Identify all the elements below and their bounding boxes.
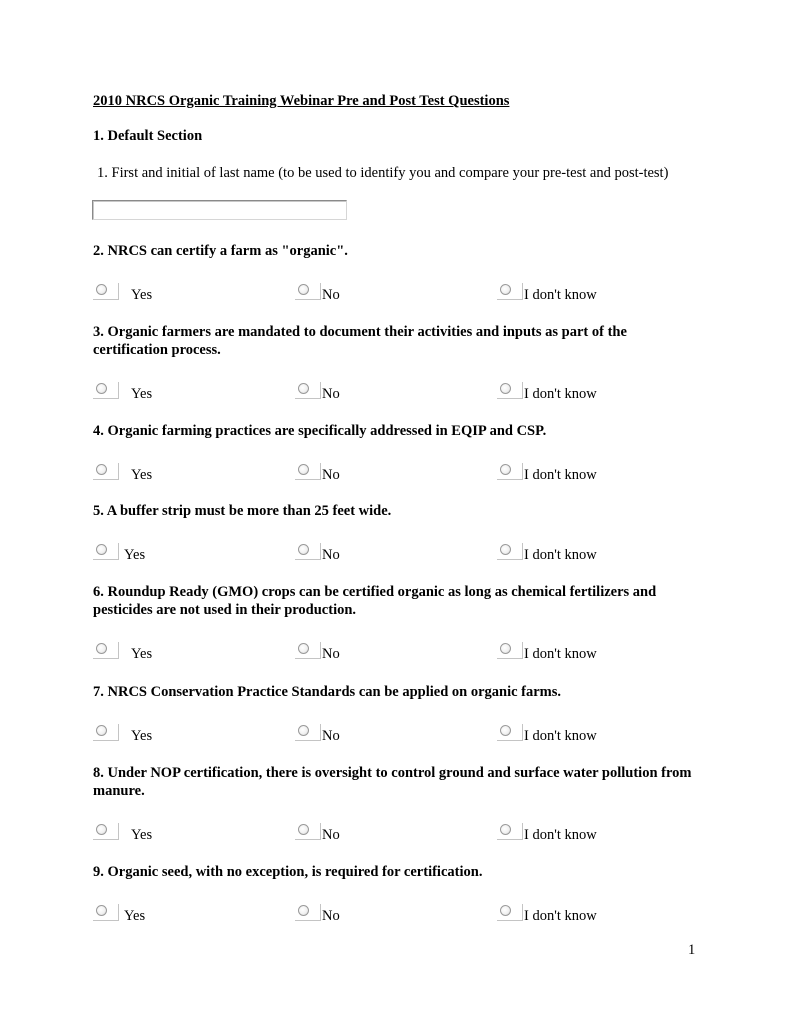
option-label: No (322, 908, 340, 924)
radio-button[interactable] (295, 461, 321, 481)
option-label: No (322, 646, 340, 662)
radio-button[interactable] (93, 380, 119, 400)
name-input[interactable] (92, 200, 347, 220)
option-label: Yes (131, 728, 153, 744)
radio-button[interactable] (93, 821, 119, 841)
option-label: I don't know (524, 287, 597, 303)
page-number: 1 (688, 942, 696, 958)
radio-button[interactable] (295, 281, 321, 301)
radio-button[interactable] (93, 541, 119, 561)
radio-button[interactable] (295, 821, 321, 841)
radio-button[interactable] (497, 281, 523, 301)
option-label: No (322, 728, 340, 744)
question-4-text: 4. Organic farming practices are specifically addressed in EQIP and CSP. (93, 423, 547, 439)
option-label: Yes (124, 908, 146, 924)
option-label: I don't know (524, 728, 597, 744)
option-label: Yes (131, 646, 153, 662)
question-8-text: 8. Under NOP certification, there is oversight to control ground and surface water pollution from manure. (93, 765, 692, 799)
question-3-text: 3. Organic farmers are mandated to document their activities and inputs as part of the certification process. (93, 324, 627, 358)
section-heading: 1. Default Section (93, 128, 203, 144)
option-label: No (322, 827, 340, 843)
question-1-text: 1. First and initial of last name (to be used to identify you and compare your pre-test and post-test) (97, 165, 669, 181)
radio-button[interactable] (497, 380, 523, 400)
radio-button[interactable] (295, 541, 321, 561)
option-label: No (322, 287, 340, 303)
question-6-text: 6. Roundup Ready (GMO) crops can be certified organic as long as chemical fertilizers and pesticides are not used in their production. (93, 584, 657, 618)
radio-button[interactable] (295, 640, 321, 660)
radio-button[interactable] (93, 461, 119, 481)
option-label: No (322, 386, 340, 402)
question-2-text: 2. NRCS can certify a farm as "organic". (93, 243, 348, 259)
document-title: 2010 NRCS Organic Training Webinar Pre and Post Test Questions (93, 93, 510, 109)
option-label: Yes (131, 287, 153, 303)
radio-button[interactable] (497, 902, 523, 922)
question-9-text: 9. Organic seed, with no exception, is required for certification. (93, 864, 483, 880)
radio-button[interactable] (497, 461, 523, 481)
radio-button[interactable] (93, 902, 119, 922)
option-label: Yes (124, 547, 146, 563)
radio-button[interactable] (295, 902, 321, 922)
radio-button[interactable] (93, 281, 119, 301)
option-label: I don't know (524, 827, 597, 843)
option-label: No (322, 547, 340, 563)
option-label: Yes (131, 467, 153, 483)
option-label: I don't know (524, 908, 597, 924)
radio-button[interactable] (497, 541, 523, 561)
option-label: I don't know (524, 547, 597, 563)
radio-button[interactable] (497, 640, 523, 660)
option-label: Yes (131, 827, 153, 843)
question-7-text: 7. NRCS Conservation Practice Standards can be applied on organic farms. (93, 684, 562, 700)
option-label: No (322, 467, 340, 483)
radio-button[interactable] (93, 640, 119, 660)
option-label: I don't know (524, 646, 597, 662)
option-label: I don't know (524, 467, 597, 483)
question-5-text: 5. A buffer strip must be more than 25 feet wide. (93, 503, 392, 519)
option-label: Yes (131, 386, 153, 402)
radio-button[interactable] (295, 722, 321, 742)
radio-button[interactable] (497, 821, 523, 841)
radio-button[interactable] (93, 722, 119, 742)
radio-button[interactable] (295, 380, 321, 400)
radio-button[interactable] (497, 722, 523, 742)
option-label: I don't know (524, 386, 597, 402)
